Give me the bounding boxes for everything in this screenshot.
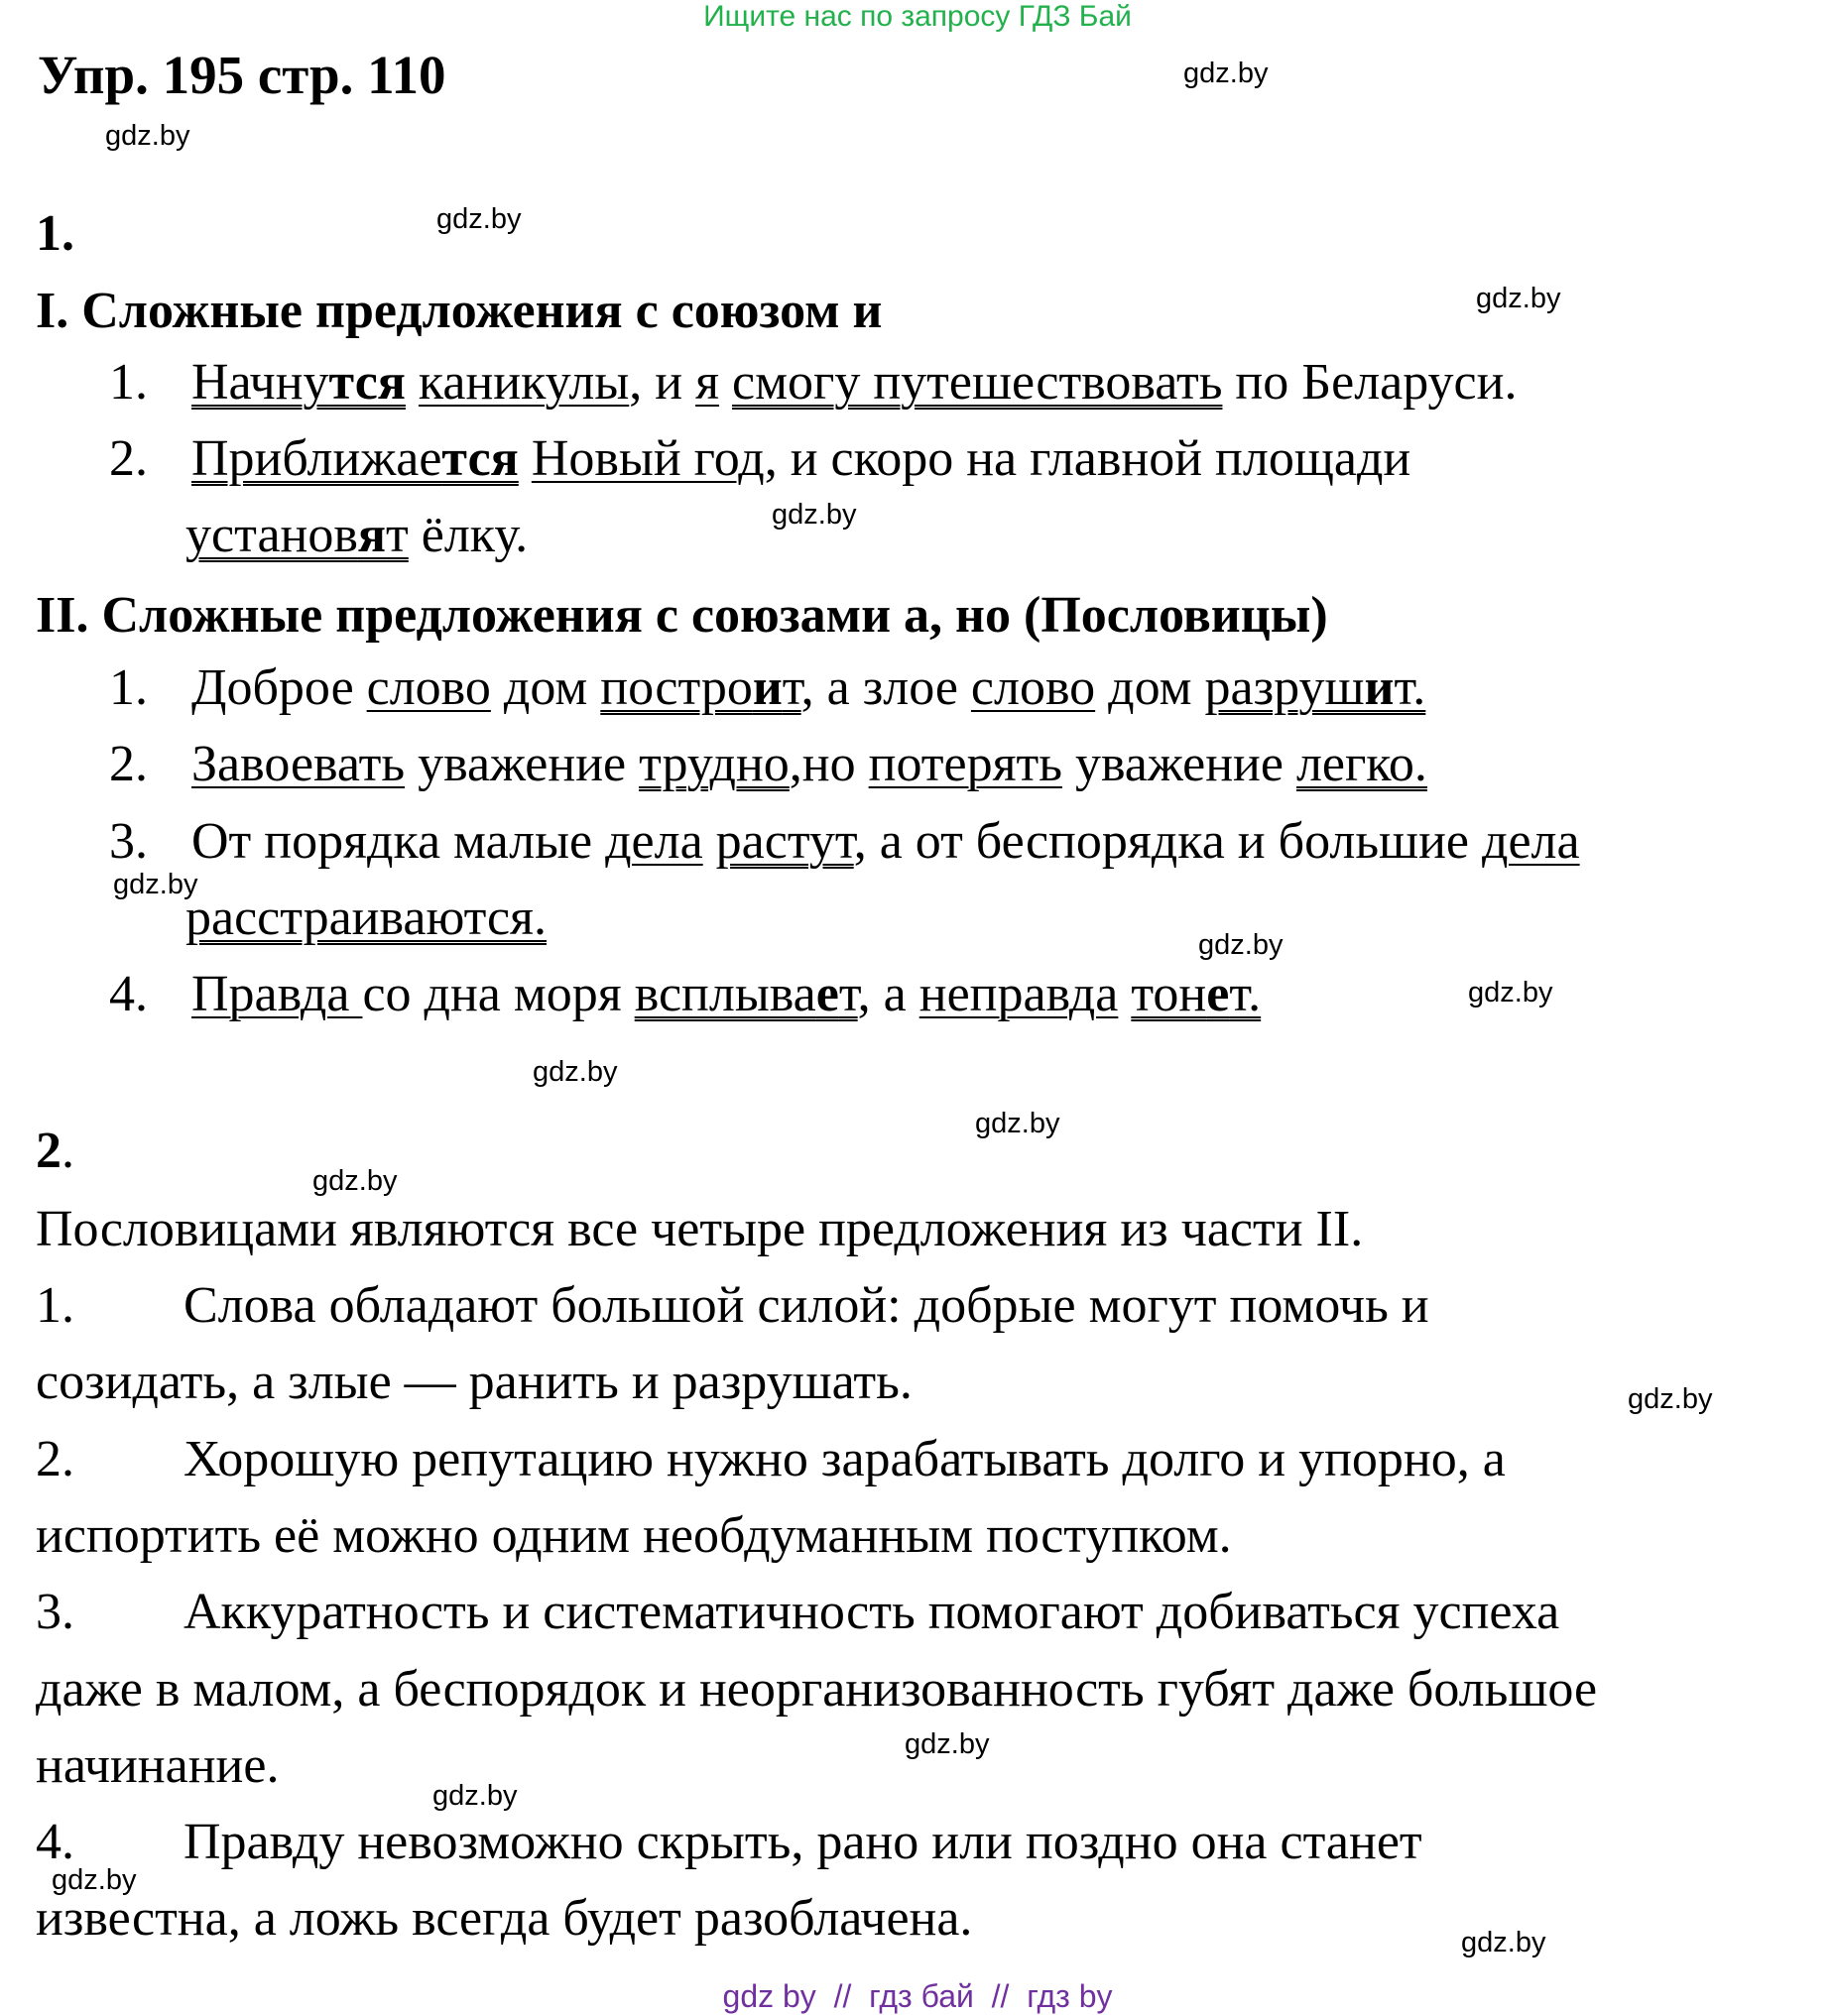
predicate: растут (715, 813, 854, 870)
watermark: gdz.by (432, 1780, 518, 1812)
item-number: 3. (109, 813, 148, 870)
explanation-1-number: 1. (36, 1277, 74, 1334)
watermark: gdz.by (1476, 283, 1561, 314)
watermark: gdz.by (533, 1056, 618, 1088)
item-number: 2. (109, 430, 148, 487)
predicate: расстраиваются. (185, 889, 547, 946)
watermark: gdz.by (105, 120, 190, 152)
explanation-1-line-2: созидать, а злые — ранить и разрушать. (36, 1354, 913, 1410)
item-number: 1. (109, 659, 148, 716)
section-1-item-2-line-2: установят ёлку. (185, 507, 529, 563)
section-1-item-1: 1. Начнутся каникулы, и я смогу путешествовать по Беларуси. (109, 354, 1518, 411)
item-number: 4. (109, 966, 148, 1022)
explanation-3-line-3: начинание. (36, 1737, 280, 1794)
subject: Новый год (531, 430, 765, 487)
explanation-3-line-2: даже в малом, а беспорядок и неорганизованность губят даже большое (36, 1661, 1598, 1718)
part-2-number: 2. (36, 1123, 74, 1179)
subject: Правда (191, 966, 363, 1022)
section-2-item-2: 2. Завоевать уважение трудно,но потерять уважение легко. (109, 736, 1427, 792)
watermark: gdz.by (52, 1864, 137, 1896)
item-number: 1. (109, 354, 148, 411)
section-2-heading: II. Сложные предложения с союзами а, но (Пословицы) (36, 587, 1328, 644)
subject: неправда (918, 966, 1119, 1022)
watermark: gdz.by (1628, 1383, 1713, 1415)
predicate: построит (600, 659, 801, 716)
watermark: gdz.by (1468, 977, 1553, 1008)
watermark: gdz.by (1183, 58, 1269, 89)
predicate: разрушит. (1204, 659, 1426, 716)
explanation-4-line-2: известна, а ложь всегда будет разоблачена. (36, 1890, 973, 1947)
subject: потерять (868, 736, 1062, 792)
subject: дела (605, 813, 703, 870)
subject: Завоевать (191, 736, 406, 792)
subject: слово (970, 659, 1096, 716)
section-2-item-4: 4. Правда со дна моря всплывает, а неправда тонет. (109, 966, 1262, 1022)
watermark: gdz.by (1461, 1927, 1546, 1958)
explanation-1-line-1: Слова обладают большой силой: добрые могут помочь и (184, 1277, 1429, 1334)
explanation-3-line-1: Аккуратность и систематичность помогают добиваться успеха (184, 1584, 1560, 1640)
explanation-3-number: 3. (36, 1584, 74, 1640)
watermark: gdz.by (312, 1165, 398, 1197)
watermark: gdz.by (772, 499, 857, 531)
subject: я (695, 354, 720, 411)
explanation-2-line-1: Хорошую репутацию нужно зарабатывать долго и упорно, а (184, 1431, 1506, 1487)
predicate: Начнутся (191, 354, 406, 411)
item-number: 2. (109, 736, 148, 792)
subject: слово (366, 659, 491, 716)
predicate: установят (185, 507, 409, 563)
section-2-item-1: 1. Доброе слово дом построит, а злое слово дом разрушит. (109, 659, 1426, 716)
explanation-4-line-1: Правду невозможно скрыть, рано или поздно она станет (184, 1814, 1422, 1870)
predicate: трудно (639, 736, 790, 792)
subject: каникулы (418, 354, 630, 411)
watermark: gdz.by (113, 869, 198, 900)
part-1-number: 1. (36, 205, 74, 262)
section-1-item-2: 2. Приближается Новый год, и скоро на главной площади (109, 430, 1411, 487)
watermark: gdz.by (1198, 929, 1284, 961)
predicate: легко. (1295, 736, 1427, 792)
predicate: Приближается (191, 430, 519, 487)
subject: дела (1482, 813, 1580, 870)
watermark: gdz.by (436, 203, 522, 235)
section-2-item-3-line-2 (185, 889, 547, 946)
top-banner: Ищите нас по запросу ГДЗ Бай (703, 0, 1132, 33)
explanation-4-number: 4. (36, 1814, 74, 1870)
explanation-2-number: 2. (36, 1431, 74, 1487)
watermark: gdz.by (905, 1728, 990, 1760)
predicate: тонет. (1131, 966, 1262, 1022)
predicate: смогу путешествовать (732, 354, 1223, 411)
part-2-intro: Пословицами являются все четыре предложения из части II. (36, 1201, 1364, 1257)
explanation-2-line-2: испортить её можно одним необдуманным поступком. (36, 1507, 1232, 1564)
section-2-item-3: 3. От порядка малые дела растут, а от беспорядка и большие дела (109, 813, 1580, 870)
predicate: всплывает (634, 966, 858, 1022)
footer-links: gdz by // гдз бай // гдз by (722, 1978, 1113, 2014)
section-1-heading: I. Сложные предложения с союзом и (36, 283, 883, 339)
exercise-title: Упр. 195 стр. 110 (38, 45, 446, 105)
watermark: gdz.by (975, 1108, 1060, 1139)
